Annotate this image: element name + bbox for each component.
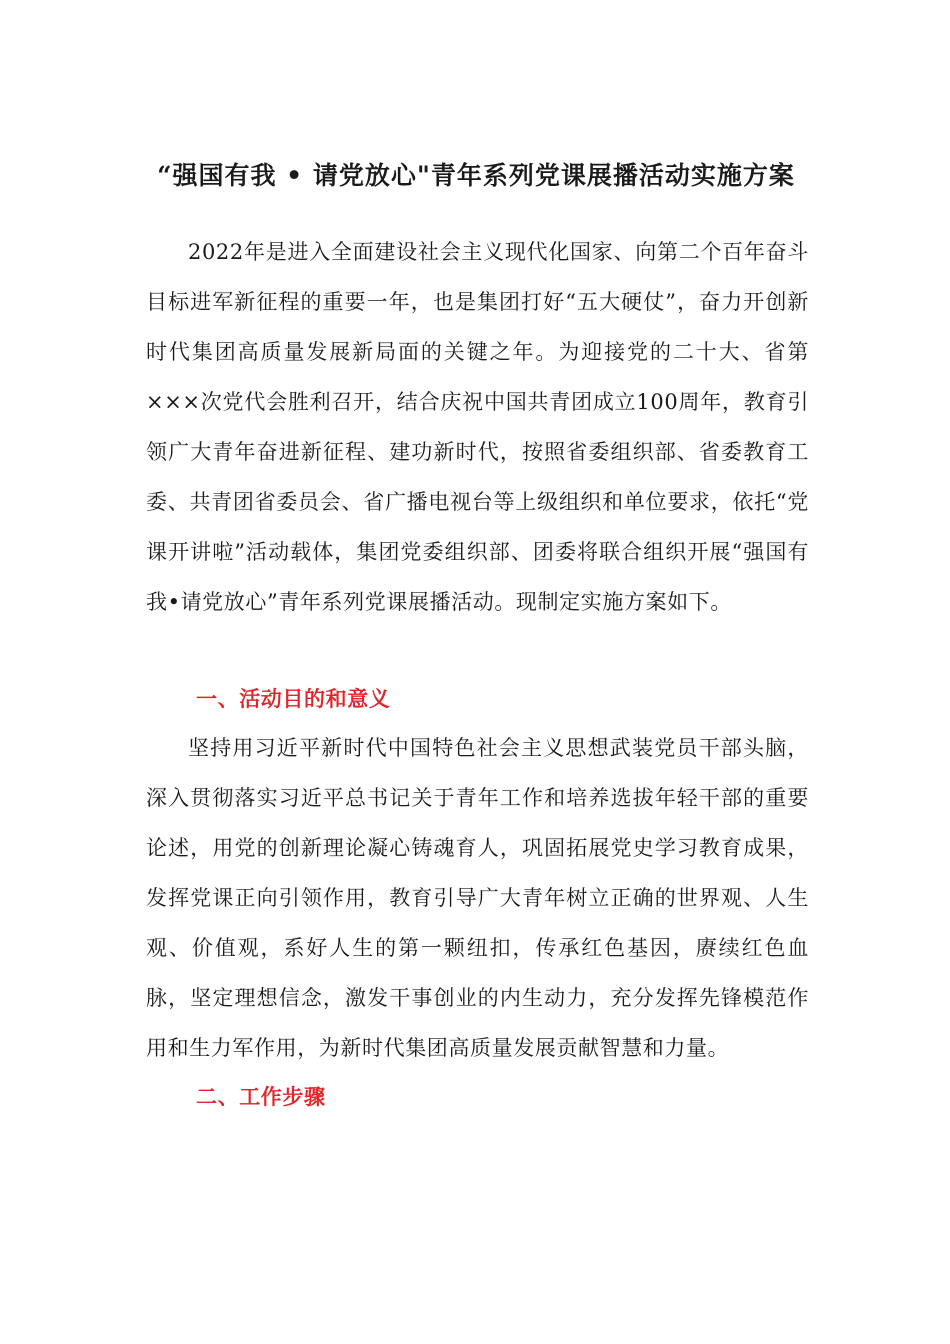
section-heading-steps: 二、工作步骤	[196, 1084, 326, 1109]
document-title: “强国有我 • 请党放心"青年系列党课展播活动实施方案	[157, 161, 795, 190]
intro-paragraph: 2022年是进入全面建设社会主义现代化国家、向第二个百年奋斗目标进军新征程的重要一年，也是集团打好“五大硬仗”，奋力开创新时代集团高质量发展新局面的关键之年。为迎接党的二十大、省第×××次党代会胜利召开，结合庆祝中国共青团成立100周年，教育引领广大青年奋进新征程、建功新时代，按照省委组织部、省委教育工委、共青团省委员会、省广播电视台等上级组织和单位要求，依托“党课开讲啦”活动载体，集团党委组织部、团委将联合组织开展“强国有我•请党放心”青年系列党课展播活动。现制定实施方案如下。	[146, 240, 809, 614]
section-heading-purpose: 一、活动目的和意义	[196, 686, 391, 711]
section-body-purpose: 坚持用习近平新时代中国特色社会主义思想武装党员干部头脑，深入贯彻落实习近平总书记关于青年工作和培养选拔年轻干部的重要论述，用党的创新理论凝心铸魂育人，巩固拓展党史学习教育成果，发挥党课正向引领作用，教育引导广大青年树立正确的世界观、人生观、价值观，系好人生的第一颗纽扣，传承红色基因，赓续红色血脉，坚定理想信念，激发干事创业的内生动力，充分发挥先锋模范作用和生力军作用，为新时代集团高质量发展贡献智慧和力量。	[146, 736, 809, 1060]
